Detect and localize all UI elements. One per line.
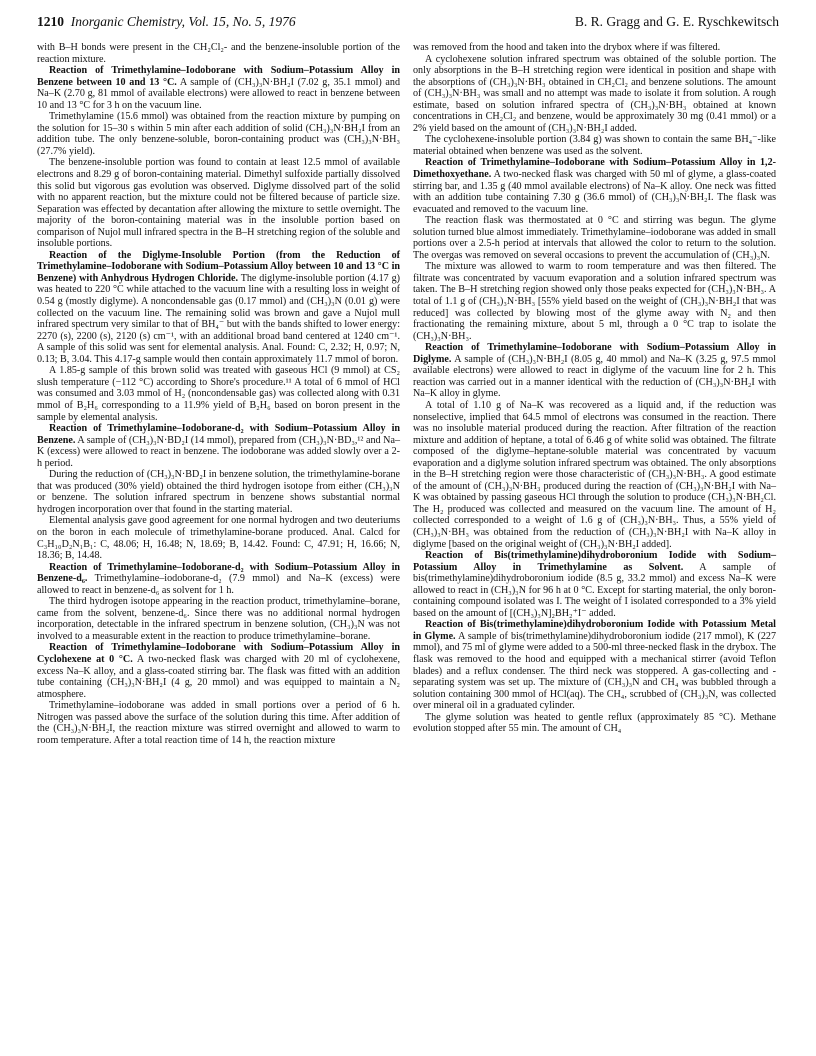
header-left — [37, 14, 296, 30]
paragraph-text: A sample of (CH₃)₃N·BH₂I (7.02 g, 35.1 mmol) and Na–K (2.70 g, 81 mmol of available electrons) were allowed to react in benzene between 10 and 13 °C for 3 h on the vacuum line. — [37, 76, 400, 111]
left-column — [37, 42, 400, 746]
paragraph-text: Trimethylamine–iodoborane was added in small portions over a period of 6 h. Nitrogen was passed above the surface of the solution during this time. After addition of the (CH₃)₃N·BH₂I, the reaction mixture was stirred overnight and allowed to warm to room temperature. After a total reaction time of 14 h, the reaction mixture — [37, 700, 400, 746]
paragraph-text: A cyclohexene solution infrared spectrum was obtained of the soluble portion. The only absorptions in the B–H stretching region were identical in position and shape with the absorptions of (CH₃)₃N·BH₃ obtained in CH₂Cl₂ and benzene solutions. The amount of (CH₃)₃N·BH₃ was small and no attempt was made to isolate it from solution. A rough estimate, based on solution infrared spectra of (CH₃)₃N·BH₃ obtained at known concentrations in CH₂Cl₂ and benzene, would be approximately 30 mg (0.41 mmol) or a 2% yield based on the amount of (CH₃)₃N·BH₂I added. — [413, 53, 776, 134]
body-paragraph — [413, 261, 776, 342]
section-paragraph — [413, 157, 776, 215]
section-heading: Reaction of Trimethylamine–Iodoborane with Sodium–Potassium Alloy in 1,2-Dimethoxyethane. — [413, 157, 776, 181]
body-paragraph — [37, 157, 400, 249]
body-paragraph — [413, 134, 776, 157]
body-paragraph — [37, 42, 400, 65]
section-paragraph — [37, 642, 400, 700]
body-paragraph — [37, 111, 400, 157]
body-paragraph — [37, 469, 400, 515]
paragraph-text: Trimethylamine (15.6 mmol) was obtained from the reaction mixture by pumping on the solution for 15–30 s within 5 min after each addition of solid (CH₃)₃N·BH₂I from an addition tube. The only benzene-soluble, boron-containing product was (CH₃)₃N·BH₃ (27.7% yield). — [37, 111, 400, 157]
paragraph-text: During the reduction of (CH₃)₃N·BD₂I in benzene solution, the trimethylamine-borane that was produced (30% yield) obtained the third hydrogen isotope from either (CH₃)₃N or benzene. The solution infrared spectrum in benzene shows substantial normal hydrogen incorporation over that found in the starting material. — [37, 469, 400, 515]
paragraph-text: The benzene-insoluble portion was found to contain at least 12.5 mmol of available electrons and 8.29 g of boron-containing material. Dimethyl sulfoxide partially dissolved this solid but vigorous gas evolution was observed. Diglyme dissolved part of the solid with no apparent reaction, but the mixture could not be filtered because of particle size. Separation was effected by decantation after allowing the mixture to settle overnight. The majority of the boron-containing material was in the insoluble portion based on comparison of Nujol mull infrared spectra in the B–H stretching region of the soluble and insoluble portions. — [37, 157, 400, 250]
paragraph-text: The glyme solution was heated to gentle reflux (approximately 85 °C). Methane evolution stopped after 55 min. The amount of CH₄ — [413, 711, 776, 735]
section-paragraph — [37, 423, 400, 469]
journal-citation: Inorganic Chemistry, Vol. 15, No. 5, 1976 — [70, 14, 296, 29]
section-heading: Reaction of Trimethylamine–Iodoborane with Sodium–Potassium Alloy in Benzene between 10 and 13 °C. — [37, 65, 400, 88]
paragraph-text: A two-necked flask was charged with 50 ml of glyme, a glass-coated stirring bar, and 1.35 g (40 mmol available electrons) of Na–K alloy. One neck was fitted with an addition tube containing 7.30 g (36.6 mmol) of (CH₃)₃N·BH₂I. The flask was evacuated and removed to the vacuum line. — [413, 169, 776, 215]
section-paragraph — [37, 65, 400, 111]
right-column — [413, 42, 776, 735]
paragraph-text: The mixture was allowed to warm to room temperature and was then filtered. The filtrate was concentrated by vacuum evaporation and a solution infrared spectrum was taken. The B–H stretching region showed only those peaks expected for (CH₃)₃N·BH₃. A total of 1.1 g of (CH₃)₃N·BH₃ [55% yield based on the weight of (CH₃)₃N·BH₂I that was reduced] was collected by blowing most of the glyme away with N₂ and then fractionating the remaining mixture, about 5 ml, through a 0 °C trap to isolate the (CH₃)₃N·BH₃. — [413, 261, 776, 342]
body-paragraph — [37, 596, 400, 642]
section-heading: Reaction of the Diglyme-Insoluble Portion (from the Reduction of Trimethylamine–Iodoborane with Sodium–Potassium Alloy between 10 and 13 °C in Benzene) with Anhydrous Hydrogen Chloride. — [37, 249, 400, 284]
header-authors: B. R. Gragg and G. E. Ryschkewitsch — [574, 14, 779, 29]
section-paragraph — [413, 619, 776, 711]
section-paragraph — [37, 250, 400, 365]
paragraph-text: The diglyme-insoluble portion (4.17 g) was heated to 220 °C while attached to the vacuum line with a resulting loss in weight of 0.54 g (mostly diglyme). A noncondensable gas (0.17 mmol) and (CH₃)₃N (0.01 g) were collected on the vacuum line. The remaining solid was brown and gave a Nujol mull infrared spectrum very similar to that of BH₄⁻ but with the bands shifted to lower energy: 2270 (s), 2200 (s), 2120 (s) cm⁻¹, with an additional broad band centered at 1240 cm⁻¹. A sample of this solid was sent for elemental analysis. Anal. Found: C, 2.32; H, 0.97; N, 0.13; B, 3.04. This 4.17-g sample would then contain approximately 11.7 mmol of boron. — [37, 272, 400, 365]
body-paragraph — [413, 42, 776, 54]
paragraph-text: with B–H bonds were present in the CH₂Cl₂- and the benzene-insoluble portion of the reaction mixture. — [37, 42, 400, 65]
section-heading: Reaction of Trimethylamine–Iodoborane with Sodium–Potassium Alloy in Diglyme. — [413, 342, 776, 365]
page-number: 1210 — [37, 14, 64, 29]
body-paragraph — [37, 365, 400, 423]
paragraph-text: The cyclohexene-insoluble portion (3.84 g) was shown to contain the same BH₄⁻-like material obtained when benzene was used as the solvent. — [413, 134, 776, 157]
section-heading: Reaction of Trimethylamine–Iodoborane with Sodium–Potassium Alloy in Cyclohexene at 0 °C. — [37, 642, 400, 665]
paragraph-text: The reaction flask was thermostated at 0 °C and stirring was begun. The glyme solution turned blue almost immediately. Trimethylamine–iodoborane was added in small portions over a 2.5-h period at intervals that allowed the color to return to the solution. The overgas was removed on several occasions to prevent the accumulation of (CH₃)₃N. — [413, 215, 776, 261]
section-paragraph — [413, 550, 776, 619]
paragraph-text: Elemental analysis gave good agreement for one normal hydrogen and two deuteriums on the boron in each molecule of trimethylamine-borane produced. Anal. Calcd for C₃H₁₀D₂N₁B₁: C, 48.06; H, 16.48; N, 18.69; B, 14.42. Found: C, 47.91; H, 16.66; N, 18.36; B, 14.48. — [37, 515, 400, 562]
paragraph-text: A sample of bis(trimethylamine)dihydroboronium iodide (217 mmol), K (227 mmol), and 75 ml of glyme were added to a 500-ml three-necked flask in the drybox. The flask was removed to the hood and equipped with a mechanical stirrer (avoid Teflon blades) and a reflux condenser. The third neck was stoppered. A gas-collecting and -separating system was set up. The mixture of (CH₃)₃N and CH₄ was bubbled through a solution containing 300 mmol of HCl(aq). The CH₄, scrubbed of (CH₃)₃N, was collected over mineral oil in a graduated cylinder. — [413, 630, 776, 712]
section-paragraph — [413, 342, 776, 400]
paragraph-text: A sample of (CH₃)₃N·BD₂I (14 mmol), prepared from (CH₃)₃N·BD₃,¹² and Na–K (excess) were allowed to react in benzene. The iodoborane was added slowly over a 2-h period. — [37, 434, 400, 469]
body-paragraph — [413, 400, 776, 550]
page-header — [37, 14, 779, 32]
paragraph-text: Trimethylamine–iodoborane-d₂ (7.9 mmol) and Na–K (excess) were allowed to react in benzene-d₆ as solvent for 1 h. — [37, 573, 400, 596]
section-heading: Reaction of Bis(trimethylamine)dihydroboronium Iodide with Sodium–Potassium Alloy in Trimethylamine as Solvent. — [413, 550, 776, 573]
paragraph-text: A 1.85-g sample of this brown solid was treated with gaseous HCl (9 mmol) at CS₂ slush temperature (−112 °C) according to Shore's procedure.¹¹ A total of 6 mmol of HCl was consumed and 3.03 mmol of H₂ (noncondensable gas) was collected along with 0.31 mmol of B₂H₆ corresponding to a 11.9% yield of B₂H₆ based on boron present in the sample by elemental analysis. — [37, 365, 400, 423]
paragraph-text: A sample of bis(trimethylamine)dihydroboronium iodide (8.5 g, 33.2 mmol) and excess Na–K were allowed to react in (CH₃)₃N for 96 h at 0 °C. Except for starting material, the only boron-containing compound isolated was I. The weight of I isolated corresponded to a 3% yield based on the amount of [(CH₃)₃N]₂BH₂⁺I⁻ added. — [413, 561, 777, 619]
paragraph-text: The third hydrogen isotope appearing in the reaction product, trimethylamine–borane, came from the solvent, benzene-d₆. Since there was no additional normal hydrogen incorporation, detectable in the infrared spectrum in benzene solution, (CH₃)₃N was not involved to a measurable extent in the reaction to produce trimethylamine–borane. — [37, 596, 400, 642]
body-paragraph — [413, 215, 776, 261]
body-paragraph — [413, 54, 776, 135]
body-paragraph — [37, 515, 400, 561]
section-heading: Reaction of Trimethylamine–Iodoborane-d₂ with Sodium–Potassium Alloy in Benzene. — [37, 423, 400, 446]
body-paragraph — [413, 712, 776, 735]
paragraph-text: A total of 1.10 g of Na–K was recovered as a liquid and, if the reduction was nonselective, implied that 64.5 mmol of electrons was consumed in the reaction. There was no insoluble material produced during the reaction. After filtration of the reaction mixture and addition of heptane, a total of 6.46 g of white solid was obtained. The filtrate composed of the diglyme–heptane-soluble material was concentrated by vacuum evaporation and a diglyme solution infrared spectrum was obtained. The only absorptions in the B–H stretching region were those characteristic of (CH₃)₃N·BH₃. A good estimate of the amount of (CH₃)₃N·BH₃ produced during the reaction of (CH₃)₃N·BH₂I with Na–K was obtained by passing gaseous HCl through the solution to produce (CH₃)₃N·BH₂Cl. The H₂ produced was collected and measured on the vacuum line. The amount of H₂ collected corresponded to a weight of 1.6 g of (CH₃)₃N·BH₃. Thus, a 55% yield of (CH₃)₃N·BH₃ was obtained from the reduction of (CH₃)₃N·BH₂I with Na–K alloy in diglyme [based on the original weight of (CH₃)₃N·BH₂I added]. — [413, 399, 776, 550]
section-heading: Reaction of Bis(trimethylamine)dihydroboronium Iodide with Potassium Metal in Glyme. — [413, 619, 776, 642]
body-paragraph — [37, 700, 400, 746]
paragraph-text: A two-necked flask was charged with 20 ml of cyclohexene, excess Na–K alloy, and a glass-coated stirring bar. The flask was fitted with an addition tube containing (CH₃)₃N·BH₂I (4 g, 20 mmol) and was equipped to maintain a N₂ atmosphere. — [37, 653, 400, 700]
paragraph-text: A sample of (CH₃)₃N·BH₂I (8.05 g, 40 mmol) and Na–K (3.25 g, 97.5 mmol available electrons) were allowed to react in diglyme of the vacuum line for 2 h. This reaction was carried out in a manner identical with the reduction of (CH₃)₃N·BH₂I with Na–K alloy in glyme. — [413, 353, 776, 400]
section-heading: Reaction of Trimethylamine–Iodoborane-d₂ with Sodium–Potassium Alloy in Benzene-d₆. — [37, 561, 400, 585]
section-paragraph — [37, 562, 400, 597]
paragraph-text: was removed from the hood and taken into the drybox where if was filtered. — [413, 42, 721, 53]
